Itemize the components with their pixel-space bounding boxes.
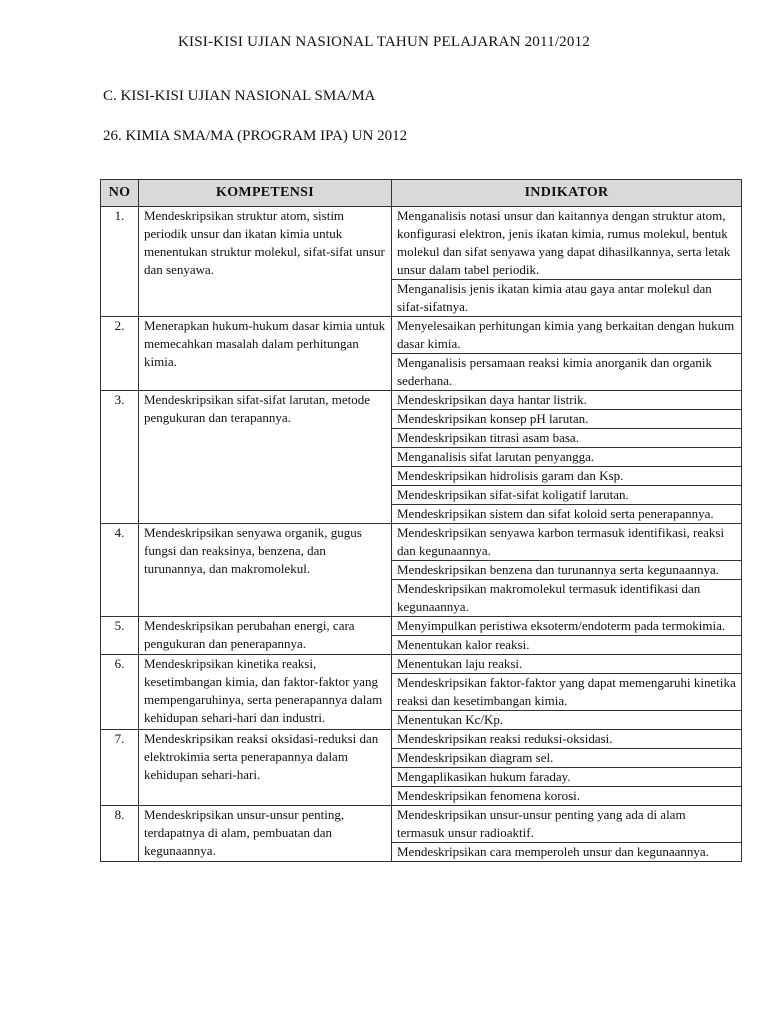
indikator-cell: Mendeskripsikan cara memperoleh unsur dan kegunaannya.: [392, 843, 742, 862]
kompetensi-cell: Mendeskripsikan kinetika reaksi, kesetimbangan kimia, dan faktor-faktor yang mempengaruhinya, serta penerapannya dalam kehidupan sehari-hari dan industri.: [139, 655, 392, 730]
indikator-cell: Menentukan kalor reaksi.: [392, 636, 742, 655]
row-number: 5.: [101, 617, 139, 655]
indikator-cell: Mendeskripsikan benzena dan turunannya serta kegunaannya.: [392, 561, 742, 580]
indikator-cell: Menyelesaikan perhitungan kimia yang berkaitan dengan hukum dasar kimia.: [392, 317, 742, 354]
header-indikator: INDIKATOR: [392, 180, 742, 207]
table-body: [101, 207, 742, 862]
indikator-cell: Mendeskripsikan faktor-faktor yang dapat memengaruhi kinetika reaksi dan kesetimbangan kimia.: [392, 674, 742, 711]
indikator-cell: Mendeskripsikan konsep pH larutan.: [392, 410, 742, 429]
indikator-cell: Mendeskripsikan fenomena korosi.: [392, 787, 742, 806]
header-kompetensi: KOMPETENSI: [139, 180, 392, 207]
row-number: 8.: [101, 806, 139, 862]
indikator-cell: Mendeskripsikan sifat-sifat koligatif larutan.: [392, 486, 742, 505]
table-row: [101, 655, 742, 674]
document-title: KISI-KISI UJIAN NASIONAL TAHUN PELAJARAN 2011/2012: [178, 34, 590, 50]
table-row: [101, 617, 742, 636]
subject-heading: 26. KIMIA SMA/MA (PROGRAM IPA) UN 2012: [103, 128, 408, 144]
kompetensi-cell: Mendeskripsikan senyawa organik, gugus fungsi dan reaksinya, benzena, dan turunannya, dan makromolekul.: [139, 524, 392, 617]
header-no: NO: [101, 180, 139, 207]
indikator-cell: Mendeskripsikan unsur-unsur penting yang ada di alam termasuk unsur radioaktif.: [392, 806, 742, 843]
indikator-cell: Mendeskripsikan hidrolisis garam dan Ksp.: [392, 467, 742, 486]
kompetensi-cell: Mendeskripsikan sifat-sifat larutan, metode pengukuran dan terapannya.: [139, 391, 392, 524]
row-number: 4.: [101, 524, 139, 617]
indikator-cell: Menganalisis persamaan reaksi kimia anorganik dan organik sederhana.: [392, 354, 742, 391]
indikator-cell: Menganalisis jenis ikatan kimia atau gaya antar molekul dan sifat-sifatnya.: [392, 280, 742, 317]
table-row: [101, 317, 742, 354]
table-row: [101, 806, 742, 843]
indikator-cell: Menentukan laju reaksi.: [392, 655, 742, 674]
kompetensi-cell: Mendeskripsikan perubahan energi, cara pengukuran dan penerapannya.: [139, 617, 392, 655]
row-number: 1.: [101, 207, 139, 317]
table-row: [101, 207, 742, 280]
table-header-row: [101, 180, 742, 207]
row-number: 7.: [101, 730, 139, 806]
indikator-cell: Mendeskripsikan titrasi asam basa.: [392, 429, 742, 448]
kompetensi-cell: Menerapkan hukum-hukum dasar kimia untuk memecahkan masalah dalam perhitungan kimia.: [139, 317, 392, 391]
indikator-cell: Mendeskripsikan reaksi reduksi-oksidasi.: [392, 730, 742, 749]
indikator-cell: Mendeskripsikan daya hantar listrik.: [392, 391, 742, 410]
table-row: [101, 730, 742, 749]
row-number: 2.: [101, 317, 139, 391]
kisi-kisi-table: [100, 179, 742, 862]
row-number: 3.: [101, 391, 139, 524]
indikator-cell: Mendeskripsikan sistem dan sifat koloid serta penerapannya.: [392, 505, 742, 524]
kompetensi-cell: Mendeskripsikan struktur atom, sistim periodik unsur dan ikatan kimia untuk menentukan struktur molekul, sifat-sifat unsur dan senyawa.: [139, 207, 392, 317]
indikator-cell: Menentukan Kc/Kp.: [392, 711, 742, 730]
indikator-cell: Menganalisis notasi unsur dan kaitannya dengan struktur atom, konfigurasi elektron, jenis ikatan kimia, rumus molekul, bentuk molekul dan sifat senyawa yang dapat dihasilkannya, serta letak unsur dalam tabel periodik.: [392, 207, 742, 280]
indikator-cell: Menganalisis sifat larutan penyangga.: [392, 448, 742, 467]
kompetensi-cell: Mendeskripsikan unsur-unsur penting, terdapatnya di alam, pembuatan dan kegunaannya.: [139, 806, 392, 862]
indikator-cell: Menyimpulkan peristiwa eksoterm/endoterm pada termokimia.: [392, 617, 742, 636]
table-row: [101, 524, 742, 561]
kompetensi-cell: Mendeskripsikan reaksi oksidasi-reduksi dan elektrokimia serta penerapannya dalam kehidupan sehari-hari.: [139, 730, 392, 806]
indikator-cell: Mendeskripsikan diagram sel.: [392, 749, 742, 768]
table-row: [101, 391, 742, 410]
row-number: 6.: [101, 655, 139, 730]
section-heading: C. KISI-KISI UJIAN NASIONAL SMA/MA: [103, 88, 376, 104]
indikator-cell: Mendeskripsikan makromolekul termasuk identifikasi dan kegunaannya.: [392, 580, 742, 617]
indikator-cell: Mengaplikasikan hukum faraday.: [392, 768, 742, 787]
indikator-cell: Mendeskripsikan senyawa karbon termasuk identifikasi, reaksi dan kegunaannya.: [392, 524, 742, 561]
